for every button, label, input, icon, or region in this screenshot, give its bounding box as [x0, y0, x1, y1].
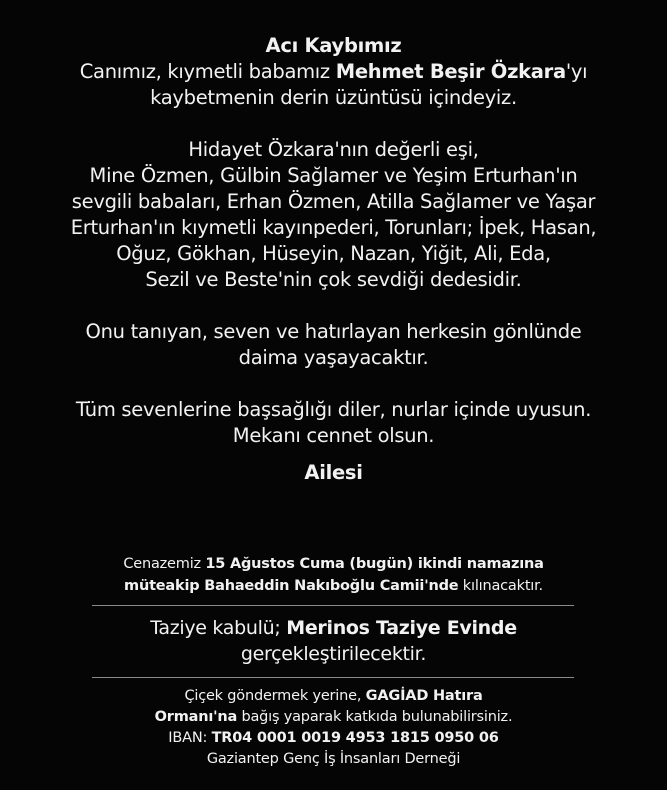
intro-line-2: kaybetmenin derin üzüntüsü içindeyiz.: [150, 86, 517, 109]
donation-info: [20, 686, 647, 770]
relations-line: Hidayet Özkara'nın değerli eşi,: [188, 138, 479, 161]
condolence-line: Mekanı cennet olsun.: [232, 424, 435, 447]
donation-text: Çiçek göndermek yerine,: [184, 688, 366, 704]
divider: [92, 605, 574, 606]
relations-line: Sezil ve Beste'nin çok sevdiği dedesidir.: [145, 268, 522, 291]
notice-main-text: [20, 33, 647, 486]
funeral-info: [20, 553, 647, 597]
funeral-mosque: müteakip Bahaeddin Nakıboğlu Camii'nde: [124, 578, 459, 594]
donation-org: Ormanı'na: [154, 709, 238, 725]
donation-org: GAGİAD Hatıra: [365, 688, 483, 704]
taziye-line-1: [20, 615, 647, 641]
funeral-text: kılınacaktır.: [458, 578, 543, 594]
divider: [92, 677, 574, 678]
intro-suffix: 'yı: [565, 60, 588, 83]
remembrance-line: daima yaşayacaktır.: [238, 346, 429, 369]
relations-line: Oğuz, Gökhan, Hüseyin, Nazan, Yiğit, Ali, Eda,: [116, 242, 551, 265]
taziye-line-2: gerçekleştirilecektir.: [240, 643, 427, 665]
donation-line-2: [20, 707, 647, 728]
donation-line-1: [20, 686, 647, 707]
deceased-name: Mehmet Beşir Özkara: [335, 60, 566, 83]
condolence-reception: [20, 615, 647, 667]
relations-line: Erturhan'ın kıymetli kayınpederi, Torunları; İpek, Hasan,: [70, 216, 597, 239]
taziye-text: Taziye kabulü;: [150, 617, 287, 639]
iban-number: TR04 0001 0019 4953 1815 0950 06: [211, 730, 499, 746]
funeral-line-1: [20, 553, 647, 575]
association-name: Gaziantep Genç İş İnsanları Derneği: [206, 751, 461, 767]
iban-label: IBAN:: [168, 730, 212, 746]
relations-line: Mine Özmen, Gülbin Sağlamer ve Yeşim Erturhan'ın: [89, 164, 578, 187]
funeral-line-2: [20, 575, 647, 597]
funeral-text: Cenazemiz: [123, 556, 206, 572]
intro-line-1: [20, 59, 647, 85]
intro-text: Canımız, kıymetli babamız: [79, 60, 336, 83]
condolence-line: Tüm sevenlerine başsağlığı diler, nurlar içinde uyusun.: [75, 398, 592, 421]
remembrance-line: Onu tanıyan, seven ve hatırlayan herkesin gönlünde: [85, 320, 582, 343]
funeral-date: 15 Ağustos Cuma (bugün) ikindi namazına: [205, 556, 544, 572]
relations-line: sevgili babaları, Erhan Özmen, Atilla Sağlamer ve Yaşar: [71, 190, 596, 213]
family-signature: Ailesi: [304, 461, 363, 484]
notice-title: Acı Kaybımız: [265, 34, 402, 57]
iban-line: [20, 728, 647, 749]
donation-text: bağış yaparak katkıda bulunabilirsiniz.: [237, 709, 513, 725]
taziye-location: Merinos Taziye Evinde: [286, 617, 517, 639]
